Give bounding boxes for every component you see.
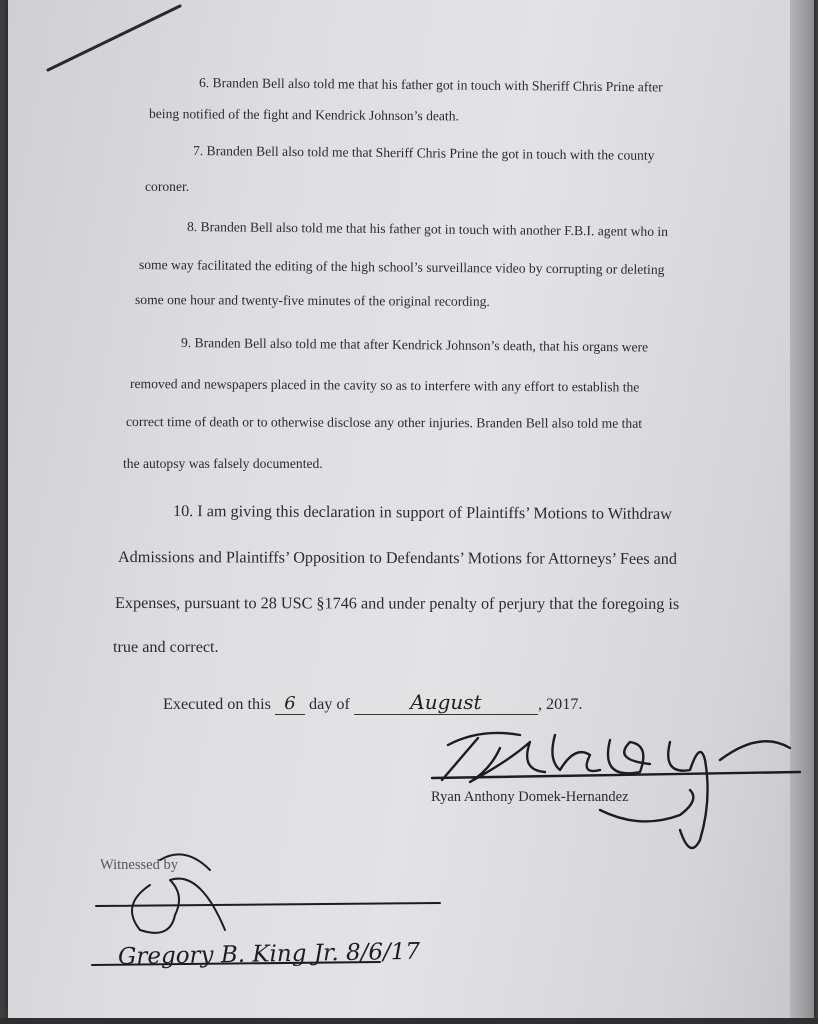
paragraph-9-line-1: 9. Branden Bell also told me that after Kendrick Johnson’s death, that his organs were bbox=[180, 335, 649, 355]
paragraph-7-line-1: 7. Branden Bell also told me that Sheriff Chris Prine the got in touch with the county bbox=[192, 143, 655, 163]
execution-day-of: day of bbox=[308, 695, 350, 713]
paragraph-9-line-3: correct time of death or to otherwise disclose any other injuries. Branden Bell also told me that bbox=[125, 414, 643, 431]
paragraph-10-line-2: Admissions and Plaintiffs’ Opposition to Defendants’ Motions for Attorneys’ Fees and bbox=[117, 548, 678, 568]
paragraph-6-line-1: 6. Branden Bell also told me that his father got in touch with Sheriff Chris Prine after bbox=[198, 75, 663, 95]
paragraph-8-line-1: 8. Branden Bell also told me that his father got in touch with another F.B.I. agent who in bbox=[186, 219, 669, 240]
paragraph-9-line-4: the autopsy was falsely documented. bbox=[123, 456, 323, 471]
paragraph-9-line-2: removed and newspapers placed in the cavity so as to interfere with any effort to establish the bbox=[129, 376, 640, 395]
execution-day-handwritten: 6 bbox=[275, 693, 305, 715]
paragraph-6-line-2: being notified of the fight and Kendrick Johnson’s death. bbox=[148, 106, 460, 124]
bottom-shadow-bar bbox=[0, 1018, 818, 1024]
paragraph-10-line-4: true and correct. bbox=[113, 638, 219, 656]
execution-prefix: Executed on this bbox=[163, 695, 271, 713]
witness-label: Witnessed by bbox=[100, 857, 178, 873]
paragraph-8-line-3: some one hour and twenty-five minutes of the original recording. bbox=[134, 292, 490, 309]
execution-year: , 2017. bbox=[537, 695, 583, 713]
paragraph-8-line-2: some way facilitated the editing of the high school’s surveillance video by corrupting or deleting bbox=[138, 257, 665, 278]
paragraph-7-line-2: coroner. bbox=[145, 179, 190, 194]
paragraph-10-line-1: 10. I am giving this declaration in support of Plaintiffs’ Motions to Withdraw bbox=[172, 502, 672, 524]
declarant-name: Ryan Anthony Domek-Hernandez bbox=[431, 789, 629, 805]
paragraph-10-line-3: Expenses, pursuant to 28 USC §1746 and under penalty of perjury that the foregoing is bbox=[114, 594, 680, 613]
witness-handwritten-name-date: Gregory B. King Jr. 8/6/17 bbox=[117, 938, 421, 970]
execution-month-handwritten: August bbox=[354, 690, 538, 715]
